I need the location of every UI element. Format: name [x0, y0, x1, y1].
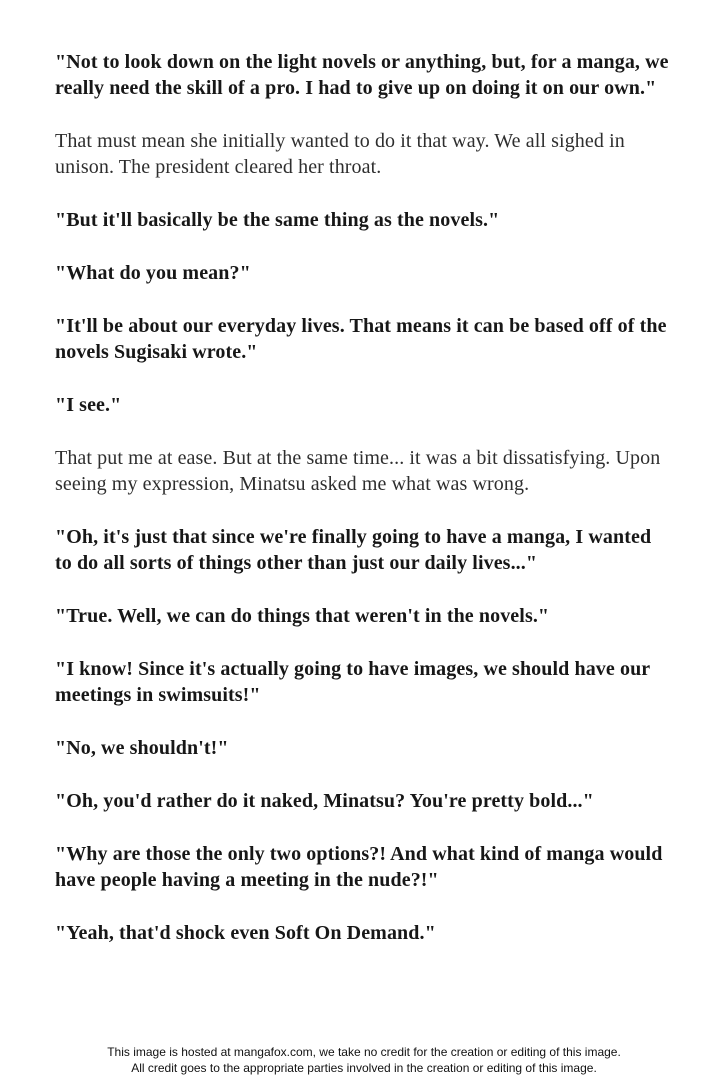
hosting-disclaimer [0, 1044, 728, 1076]
paragraph: "Oh, it's just that since we're finally going to have a manga, I wanted to do all sorts of things other than just our daily lives..." [55, 526, 652, 574]
paragraph: "No, we shouldn't!" [55, 737, 229, 759]
paragraph: "But it'll basically be the same thing as the novels." [55, 209, 500, 231]
paragraph: "Not to look down on the light novels or anything, but, for a manga, we really need the skill of a pro. I had to give up on doing it on our own." [55, 51, 669, 99]
paragraph: "What do you mean?" [55, 262, 251, 284]
paragraph: That must mean she initially wanted to do it that way. We all sighed in unison. The president cleared her throat. [55, 130, 625, 178]
paragraph: "It'll be about our everyday lives. That means it can be based off of the novels Sugisaki wrote." [55, 315, 667, 363]
paragraph: "I know! Since it's actually going to have images, we should have our meetings in swimsuits!" [55, 658, 650, 706]
paragraph: "Why are those the only two options?! And what kind of manga would have people having a meeting in the nude?!" [55, 843, 663, 891]
paragraph: "Oh, you'd rather do it naked, Minatsu? You're pretty bold..." [55, 790, 594, 812]
paragraph: "I see." [55, 394, 122, 416]
hosting-disclaimer-line1: This image is hosted at mangafox.com, we take no credit for the creation or editing of this image. [107, 1045, 621, 1059]
paragraph: That put me at ease. But at the same time... it was a bit dissatisfying. Upon seeing my expression, Minatsu asked me what was wrong. [55, 447, 661, 495]
hosting-disclaimer-line2: All credit goes to the appropriate parties involved in the creation or editing of this image. [131, 1061, 597, 1075]
paragraph: "True. Well, we can do things that weren't in the novels." [55, 605, 550, 627]
paragraph: "Yeah, that'd shock even Soft On Demand." [55, 922, 436, 944]
